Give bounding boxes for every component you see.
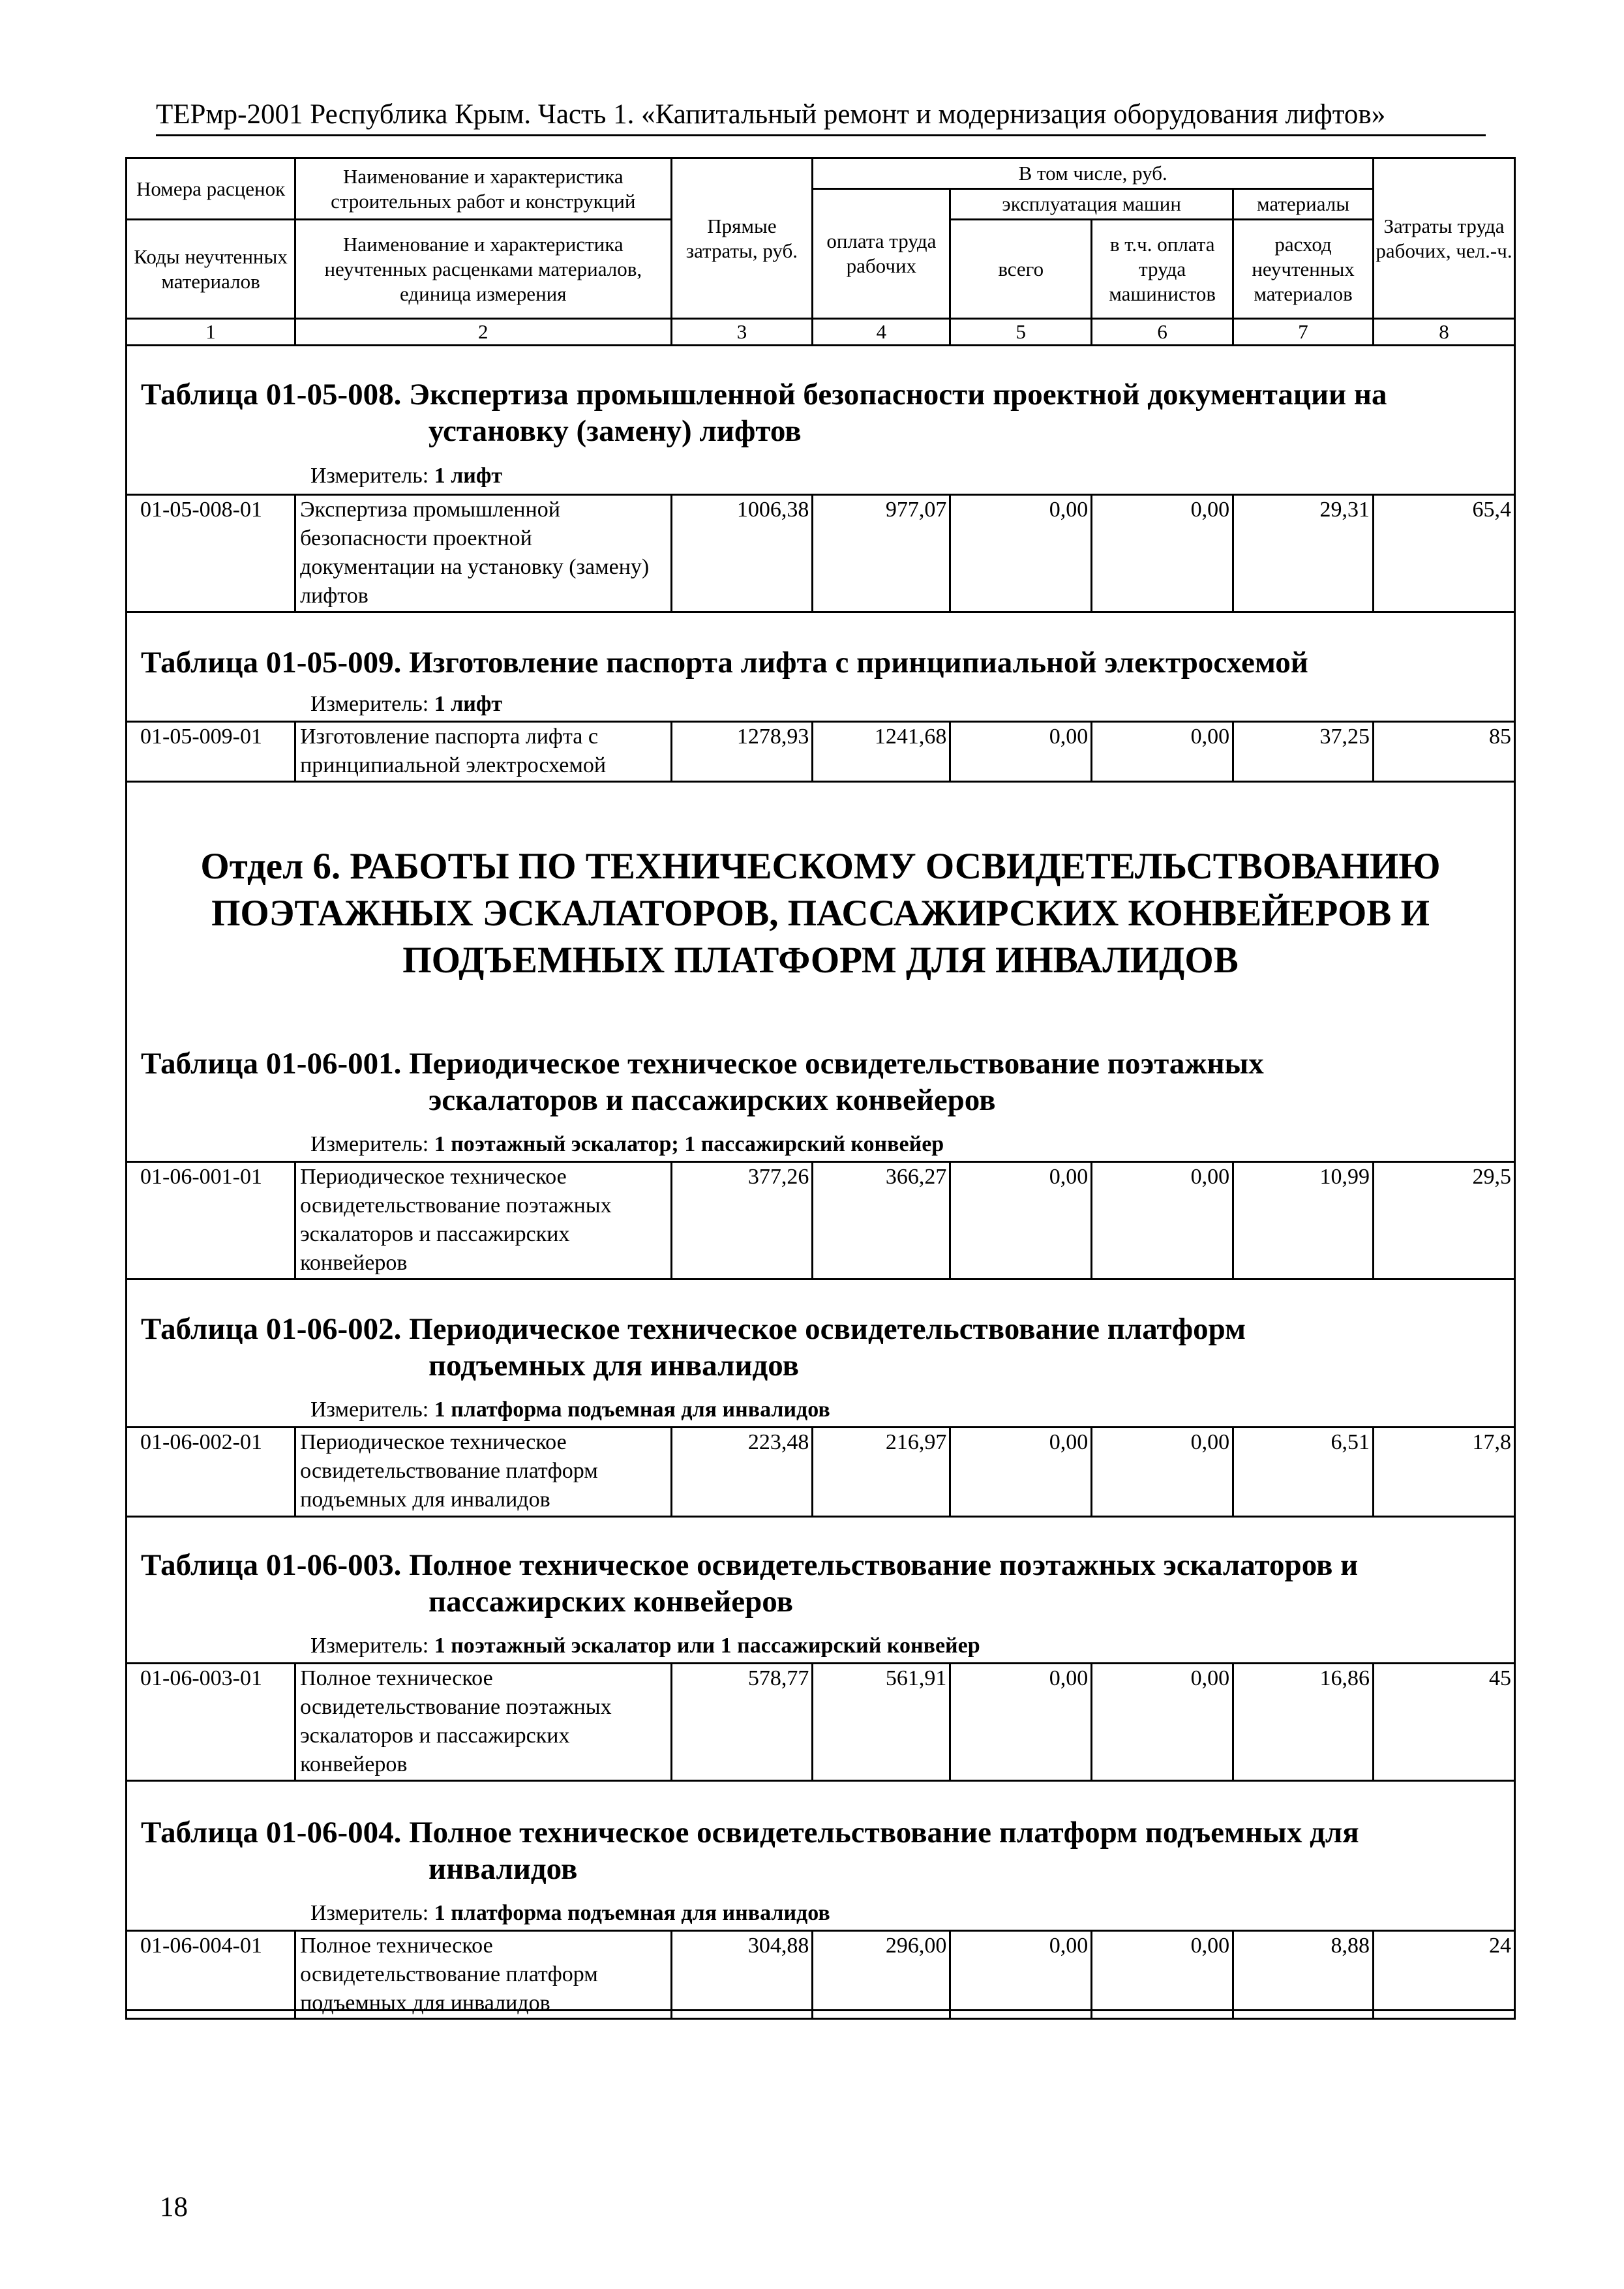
table-title: Таблица 01-06-002. Периодическое техническое освидетельствование платформ подъемных для инвалидов (141, 1312, 1246, 1383)
machines-total-value: 0,00 (950, 1931, 1092, 2019)
rate-name: Полное техническое освидетельствование платформ подъемных для инвалидов (295, 1931, 671, 2019)
materials-value: 6,51 (1233, 1428, 1374, 1517)
workers-pay-value: 366,27 (813, 1162, 950, 1279)
materials-value: 29,31 (1233, 495, 1374, 612)
labor-hours-value: 17,8 (1374, 1428, 1515, 1517)
rate-code: 01-05-008-01 (127, 495, 295, 612)
labor-hours-value: 85 (1374, 722, 1515, 782)
labor-hours-value: 24 (1374, 1931, 1515, 2019)
rate-row-table (125, 1426, 1516, 1518)
direct-costs-value: 304,88 (671, 1931, 813, 2019)
rate-code: 01-05-009-01 (127, 722, 295, 782)
col-unaccounted-codes-header: Коды неучтенных материалов (127, 220, 295, 319)
direct-costs-value: 223,48 (671, 1428, 813, 1517)
materials-value: 16,86 (1233, 1664, 1374, 1781)
rate-code: 01-06-001-01 (127, 1162, 295, 1279)
rate-code: 01-06-003-01 (127, 1664, 295, 1781)
table-title: Таблица 01-06-004. Полное техническое освидетельствование платформ подъемных для инвалидов (141, 1816, 1359, 1886)
rate-row-table (125, 494, 1516, 613)
rate-name: Изготовление паспорта лифта с принципиальной электросхемой (295, 722, 671, 782)
col-number: 6 (1092, 319, 1233, 346)
rate-row-table (125, 1930, 1516, 2020)
machines-total-value: 0,00 (950, 495, 1092, 612)
col-machines-header: эксплуатация машин (950, 189, 1233, 220)
col-rates-header: Номера расценок (127, 158, 295, 220)
rate-code: 01-06-004-01 (127, 1931, 295, 2019)
table-title: Таблица 01-06-001. Периодическое техническое освидетельствование поэтажных эскалаторов и пассажирских конвейеров (141, 1047, 1264, 1117)
col-workers-pay-header: оплата труда рабочих (813, 189, 950, 319)
labor-hours-value: 29,5 (1374, 1162, 1515, 1279)
materials-value: 37,25 (1233, 722, 1374, 782)
col-number: 3 (671, 319, 813, 346)
col-including-group-header: В том числе, руб. (813, 158, 1374, 189)
col-materials-header: материалы (1233, 189, 1374, 220)
rate-name: Периодическое техническое освидетельствование платформ подъемных для инвалидов (295, 1428, 671, 1517)
rate-row-table (125, 721, 1516, 783)
col-labor-hours-header: Затраты труда рабочих, чел.-ч. (1374, 158, 1515, 319)
operators-pay-value: 0,00 (1092, 1162, 1233, 1279)
measure-line: Измеритель: 1 лифт (310, 464, 503, 488)
rate-row-table (125, 1662, 1516, 1782)
workers-pay-value: 296,00 (813, 1931, 950, 2019)
workers-pay-value: 561,91 (813, 1664, 950, 1781)
rate-name: Полное техническое освидетельствование поэтажных эскалаторов и пассажирских конвейеров (295, 1664, 671, 1781)
measure-line: Измеритель: 1 поэтажный эскалатор или 1 пассажирский конвейер (310, 1634, 980, 1658)
machines-total-value: 0,00 (950, 1162, 1092, 1279)
labor-hours-value: 65,4 (1374, 495, 1515, 612)
table-title: Таблица 01-06-003. Полное техническое освидетельствование поэтажных эскалаторов и пассажирских конвейеров (141, 1548, 1359, 1619)
rate-code: 01-06-002-01 (127, 1428, 295, 1517)
operators-pay-value: 0,00 (1092, 495, 1233, 612)
labor-hours-value: 45 (1374, 1664, 1515, 1781)
col-works-header: Наименование и характеристика строительных работ и конструкций (295, 158, 671, 220)
col-number: 8 (1374, 319, 1515, 346)
col-number: 7 (1233, 319, 1374, 346)
measure-line: Измеритель: 1 платформа подъемная для инвалидов (310, 1398, 830, 1422)
machines-total-value: 0,00 (950, 1664, 1092, 1781)
workers-pay-value: 1241,68 (813, 722, 950, 782)
page-number: 18 (160, 2192, 188, 2222)
direct-costs-value: 578,77 (671, 1664, 813, 1781)
col-number: 5 (950, 319, 1092, 346)
measure-line: Измеритель: 1 лифт (310, 692, 503, 716)
materials-value: 8,88 (1233, 1931, 1374, 2019)
table-title: Таблица 01-05-008. Экспертиза промышленной безопасности проектной документации на установку (замену) лифтов (141, 378, 1387, 448)
table-row (127, 1428, 1515, 1517)
col-materials-usage-header: расход неучтенных материалов (1233, 220, 1374, 319)
header-rule (156, 134, 1486, 136)
operators-pay-value: 0,00 (1092, 1931, 1233, 2019)
operators-pay-value: 0,00 (1092, 1664, 1233, 1781)
direct-costs-value: 1006,38 (671, 495, 813, 612)
table-row (127, 495, 1515, 612)
table-row (127, 722, 1515, 782)
table-row (127, 1162, 1515, 1279)
measure-line: Измеритель: 1 платформа подъемная для инвалидов (310, 1901, 830, 1925)
table-row (127, 1931, 1515, 2019)
workers-pay-value: 977,07 (813, 495, 950, 612)
rate-name: Периодическое техническое освидетельствование поэтажных эскалаторов и пассажирских конвейеров (295, 1162, 671, 1279)
workers-pay-value: 216,97 (813, 1428, 950, 1517)
operators-pay-value: 0,00 (1092, 1428, 1233, 1517)
col-number: 2 (295, 319, 671, 346)
machines-total-value: 0,00 (950, 722, 1092, 782)
section-title: Отдел 6. РАБОТЫ ПО ТЕХНИЧЕСКОМУ ОСВИДЕТЕЛЬСТВОВАНИЮ ПОЭТАЖНЫХ ЭСКАЛАТОРОВ, ПАССАЖИРСКИХ КОНВЕЙЕРОВ И ПОДЪЕМНЫХ ПЛАТФОРМ ДЛЯ ИНВАЛИДОВ (200, 846, 1441, 981)
operators-pay-value: 0,00 (1092, 722, 1233, 782)
machines-total-value: 0,00 (950, 1428, 1092, 1517)
table-row (127, 1664, 1515, 1781)
col-number: 1 (127, 319, 295, 346)
direct-costs-value: 377,26 (671, 1162, 813, 1279)
col-direct-costs-header: Прямые затраты, руб. (671, 158, 813, 319)
page-header: ТЕРмр-2001 Республика Крым. Часть 1. «Капитальный ремонт и модернизация оборудования лифтов» (156, 99, 1386, 130)
direct-costs-value: 1278,93 (671, 722, 813, 782)
col-operators-pay-header: в т.ч. оплата труда машинистов (1092, 220, 1233, 319)
col-machines-total-header: всего (950, 220, 1092, 319)
col-unaccounted-names-header: Наименование и характеристика неучтенных расценками материалов, единица измерения (295, 220, 671, 319)
column-header-table (125, 157, 1516, 346)
table-title: Таблица 01-05-009. Изготовление паспорта лифта с принципиальной электросхемой (141, 646, 1308, 680)
measure-line: Измеритель: 1 поэтажный эскалатор; 1 пассажирский конвейер (310, 1132, 944, 1156)
rate-name: Экспертиза промышленной безопасности проектной документации на установку (замену) лифтов (295, 495, 671, 612)
materials-value: 10,99 (1233, 1162, 1374, 1279)
rate-row-table (125, 1161, 1516, 1280)
col-number: 4 (813, 319, 950, 346)
